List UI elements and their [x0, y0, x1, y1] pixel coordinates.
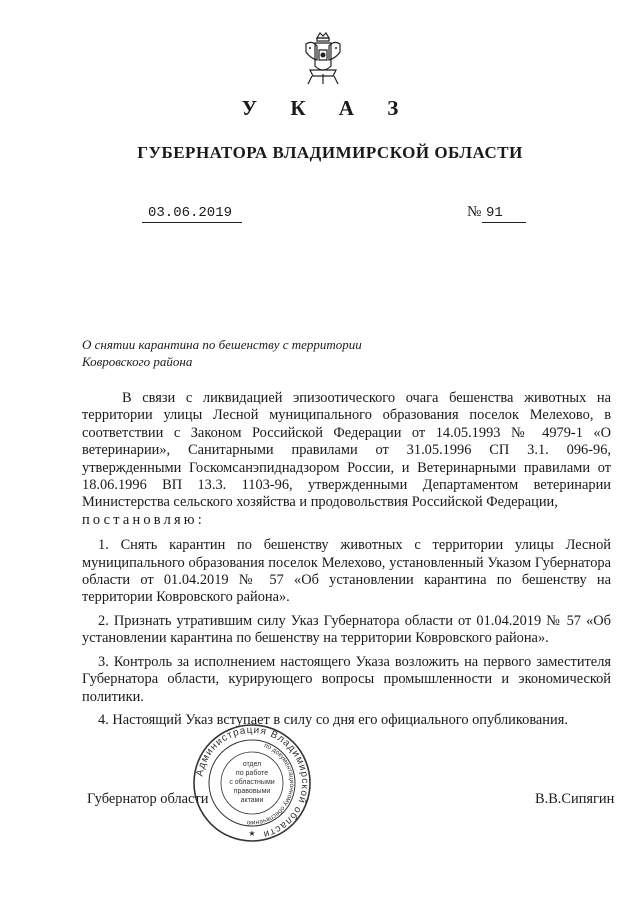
decree-item-3: 3. Контроль за исполнением настоящего Указа возложить на первого заместителя Губернатора области, курирующего вопросы промышленности и экономической политики. [82, 653, 611, 705]
decree-body [82, 390, 611, 729]
official-stamp [192, 723, 312, 843]
stamp-center-line-1: отдел [242, 761, 262, 768]
document-subtitle: ГУБЕРНАТОРА ВЛАДИМИРСКОЙ ОБЛАСТИ [137, 143, 523, 162]
stamp-ring-text: по документационному обеспечению [246, 742, 296, 827]
number-label: № [467, 204, 482, 220]
document-title: У К А З [241, 96, 413, 120]
stamp-center-line-3: с областными [229, 779, 275, 786]
stamp-center-line-4: правовыми [233, 788, 271, 795]
coat-of-arms-emblem [298, 30, 348, 86]
document-number: 91 [486, 205, 503, 221]
stamp-center-line-2: по работе [235, 770, 269, 777]
decree-subject [82, 336, 402, 370]
stamp-star-icon: ★ [248, 829, 256, 838]
subject-line-1: О снятии карантина по бешенству с территории [82, 337, 362, 352]
decree-item-2: 2. Признать утратившим силу Указ Губернатора области от 01.04.2019 № 57 «Об установлении карантина по бешенству на территории Ковровского района». [82, 612, 611, 647]
stamp-center-line-5: актами [240, 797, 264, 804]
signatory-position: Губернатор области [87, 791, 209, 807]
stamp-outer-text: Администрация Владимирской области [194, 724, 311, 840]
decree-item-1: 1. Снять карантин по бешенству животных с территории улицы Лесной муниципального образования поселок Мелехово, установленный Указом Губернатора области от 01.04.2019 № 57 «Об установлении карантина по бешенству на территории Ковровского района». [82, 537, 611, 606]
signatory-name: В.В.Сипягин [535, 791, 615, 807]
preamble-paragraph: В связи с ликвидацией эпизоотического очага бешенства животных на территории улицы Лесной муниципального образования поселок Мелехово, в соответствии с Законом Российской Федерации от 14.05.1993 № 4979-1 «О ветеринарии», Санитарными правилами от 31.05.1996 СП 3.1. 096-96, утвержденными Госкомсанэпиднадзором России, и Ветеринарными правилами от 18.06.1996 ВП 13.3. 1103-96, утвержденными Департаментом ветеринарии Министерства сельского хозяйства и продовольствия Российской Федерации, [82, 390, 611, 511]
subject-line-2: Ковровского района [82, 354, 193, 369]
number-underline [482, 222, 526, 223]
document-date: 03.06.2019 [148, 205, 233, 221]
decree-item-4: 4. Настоящий Указ вступает в силу со дня его официального опубликования. [98, 711, 568, 728]
decree-word: постановляю: [82, 511, 205, 528]
date-underline [142, 222, 242, 223]
